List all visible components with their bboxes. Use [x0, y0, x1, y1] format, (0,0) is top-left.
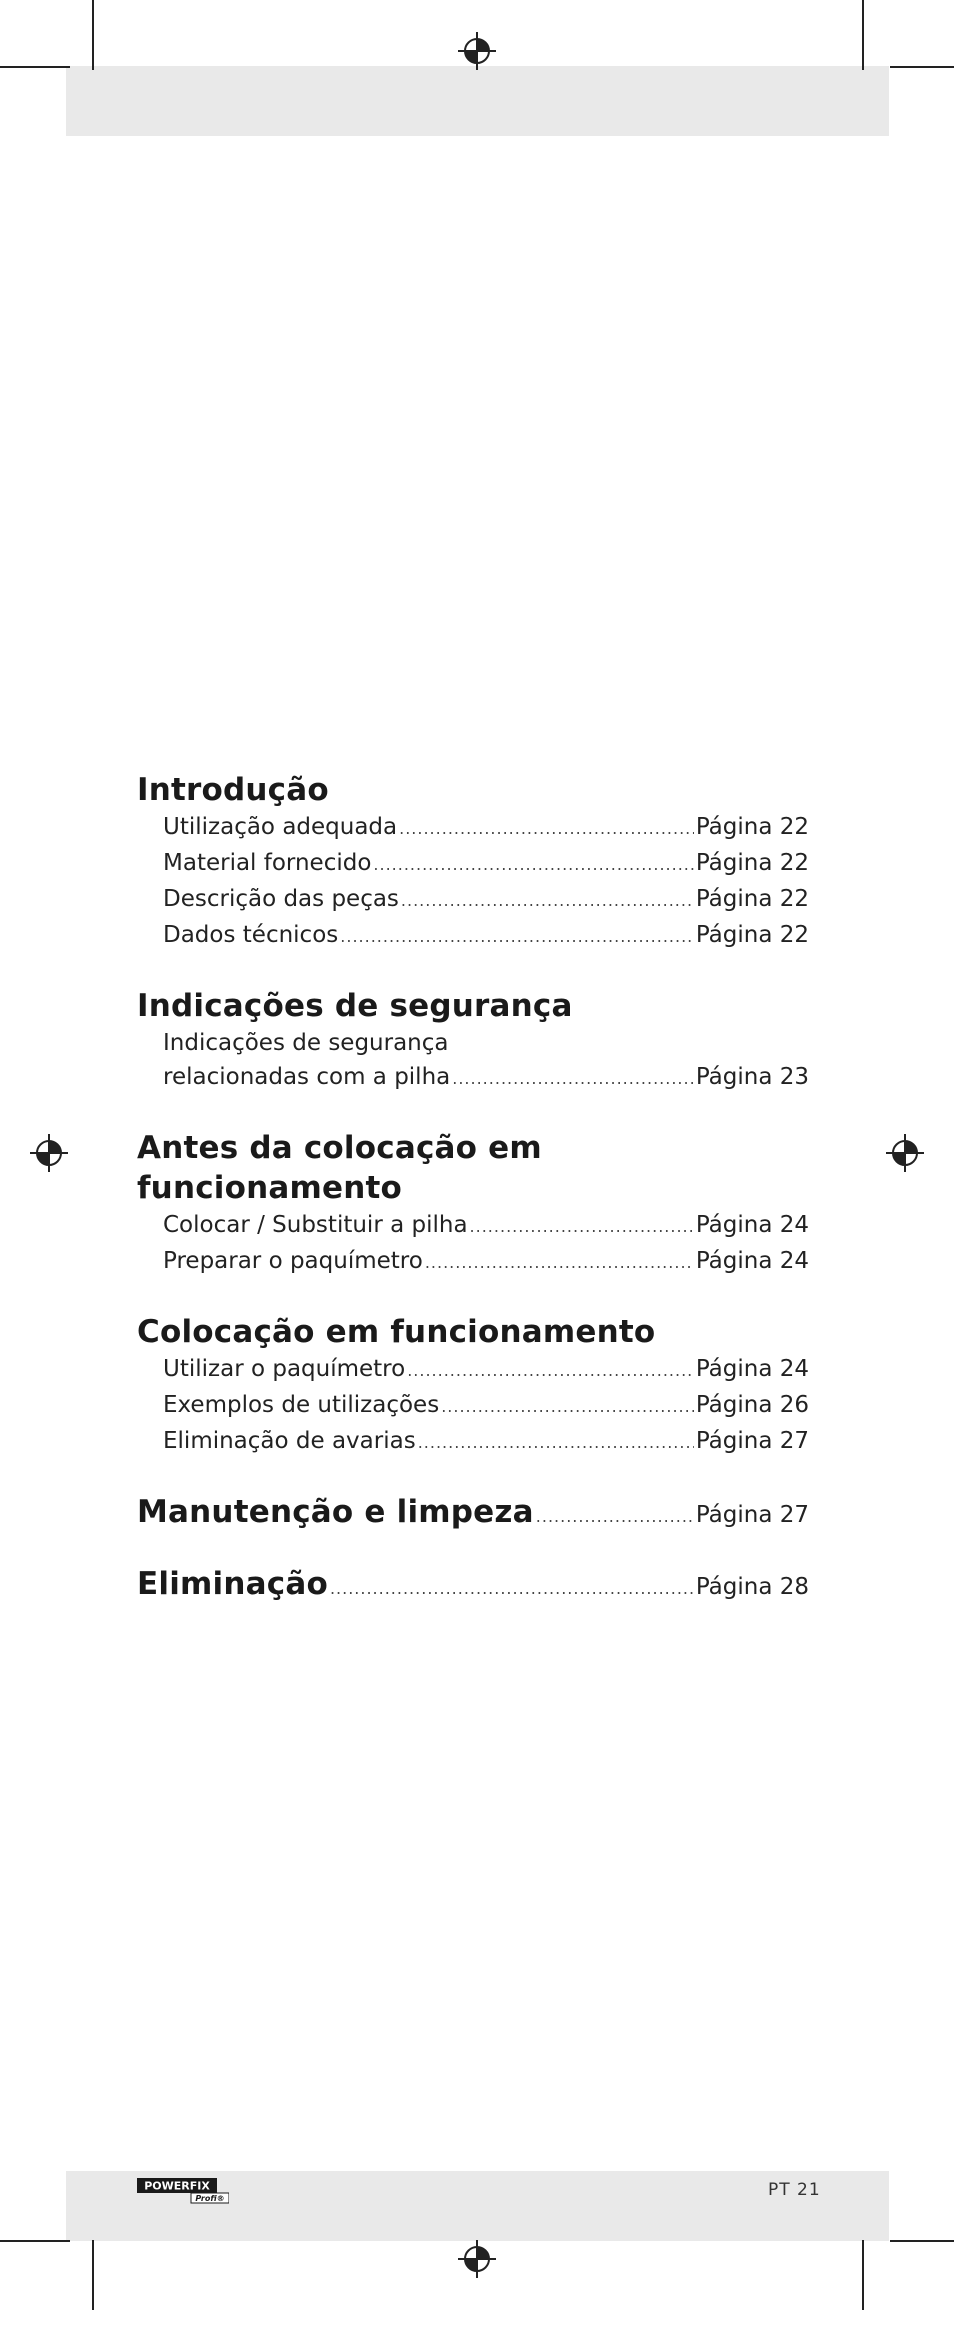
entry-page: Página 22 [695, 922, 809, 948]
section-title: Eliminação [137, 1566, 328, 1602]
toc-entry[interactable] [163, 1388, 809, 1424]
leader-dots [452, 1062, 694, 1096]
entry-page: Página 22 [695, 814, 809, 840]
toc-entry[interactable] [163, 918, 809, 954]
crop-mark [890, 66, 954, 68]
leader-dots [330, 1579, 694, 1598]
toc-section-colocacao [137, 1312, 809, 1460]
entry-label: Material fornecido [163, 850, 372, 876]
toc-title-entry[interactable] [137, 1564, 809, 1604]
entry-page: Página 22 [695, 850, 809, 876]
entry-page: Página 24 [695, 1212, 809, 1238]
leader-dots [340, 920, 694, 954]
leader-dots [418, 1426, 694, 1460]
crop-mark [0, 2240, 70, 2242]
section-title: Manutenção e limpeza [137, 1494, 534, 1530]
powerfix-logo [137, 2178, 229, 2204]
header-band [66, 66, 889, 136]
crop-mark [92, 0, 94, 70]
leader-dots [407, 1354, 694, 1388]
entry-page: Página 24 [695, 1248, 809, 1274]
entry-label: Exemplos de utilizações [163, 1392, 440, 1418]
toc-section-antes [137, 1128, 809, 1280]
entry-page: Página 27 [695, 1428, 809, 1454]
crop-mark [0, 66, 70, 68]
page-number: PT 21 [768, 2180, 821, 2200]
section-title[interactable]: Colocação em funcionamento [137, 1314, 656, 1350]
entry-label: Utilizar o paquímetro [163, 1356, 406, 1382]
entry-label: Preparar o paquímetro [163, 1248, 423, 1274]
toc-section-manutencao [137, 1492, 809, 1532]
leader-dots [425, 1246, 694, 1280]
entry-label: relacionadas com a pilha [163, 1064, 451, 1090]
toc-entry[interactable] [163, 846, 809, 882]
crop-mark [890, 2240, 954, 2242]
entry-label: Indicações de segurança [163, 1030, 449, 1056]
leader-dots [399, 812, 694, 846]
toc-section-eliminacao [137, 1564, 809, 1604]
table-of-contents [137, 770, 809, 1636]
toc-entry[interactable] [163, 810, 809, 846]
leader-dots [470, 1210, 694, 1244]
toc-entry[interactable] [163, 1244, 809, 1280]
registration-mark-icon [30, 1134, 68, 1172]
crop-mark [92, 2240, 94, 2310]
registration-mark-icon [458, 32, 496, 70]
registration-mark-icon [458, 2240, 496, 2278]
section-title[interactable]: Antes da colocação em funcionamento [137, 1130, 542, 1206]
entry-label: Dados técnicos [163, 922, 339, 948]
leader-dots [373, 848, 693, 882]
leader-dots [401, 884, 694, 918]
crop-mark [862, 2240, 864, 2310]
leader-dots [441, 1390, 694, 1424]
entry-page: Página 22 [695, 886, 809, 912]
registration-mark-icon [886, 1134, 924, 1172]
brand-sub-text: Profi® [195, 2194, 225, 2203]
entry-label: Eliminação de avarias [163, 1428, 416, 1454]
section-title[interactable]: Introdução [137, 772, 329, 808]
entry-page: Página 24 [695, 1356, 809, 1382]
toc-section-seguranca [137, 986, 809, 1096]
toc-entry[interactable] [163, 1424, 809, 1460]
toc-title-entry[interactable] [137, 1492, 809, 1532]
entry-page: Página 28 [695, 1574, 809, 1600]
entry-label: Utilização adequada [163, 814, 398, 840]
entry-page: Página 26 [695, 1392, 809, 1418]
toc-entry[interactable] [163, 1208, 809, 1244]
section-title[interactable]: Indicações de segurança [137, 988, 573, 1024]
brand-text: POWERFIX [144, 2179, 210, 2193]
leader-dots [536, 1507, 694, 1526]
entry-page: Página 27 [695, 1502, 809, 1528]
toc-entry[interactable] [163, 1026, 809, 1060]
toc-entry[interactable] [163, 882, 809, 918]
toc-entry[interactable] [163, 1060, 809, 1096]
toc-entry[interactable] [163, 1352, 809, 1388]
entry-page: Página 23 [695, 1064, 809, 1090]
toc-section-introducao [137, 770, 809, 954]
crop-mark [862, 0, 864, 70]
entry-label: Colocar / Substituir a pilha [163, 1212, 468, 1238]
entry-label: Descrição das peças [163, 886, 399, 912]
